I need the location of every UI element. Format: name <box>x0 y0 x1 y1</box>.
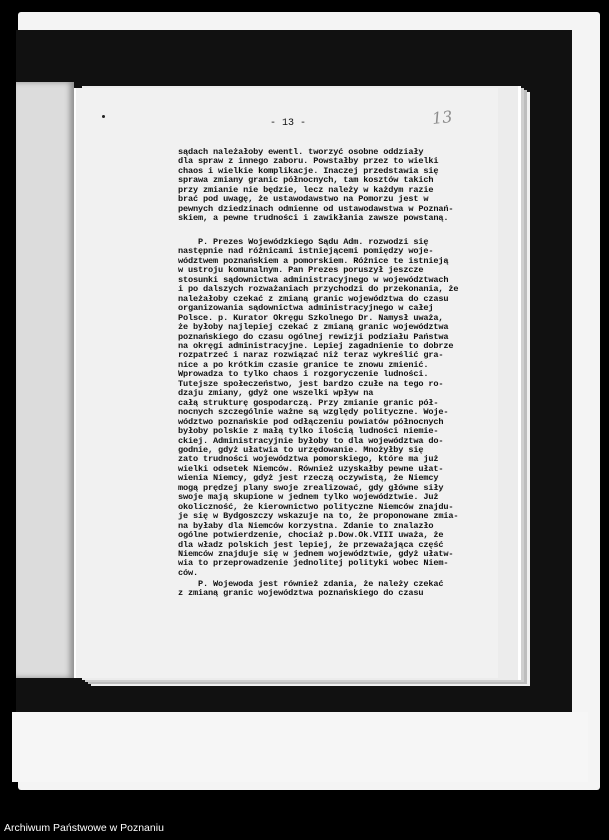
paragraph-2: P. Prezes Wojewódzkiego Sądu Adm. rozwodzi się następnie nad różnicami istniejącemi pomiędzy woje- wództwem poznańskiem a pomorskiem. Różnice te istnieją w ustroju komunalnym. Pan Prezes poruszył jeszcze stosunki sądownictwa administracyjnego w województwach i po dalszych rozważaniach przychodzi do przekonania, że należałoby czekać z zmianą granic województwa do czasu organizowania sądownictwa administracyjnego w całej Polsce. p. Kurator Okręgu Szkolnego Dr. Namysł uważa, że byłoby najlepiej czekać z zmianą granic województwa poznańskiego do czasu ogólnej rewizji podziału Państwa na okręgi administracyjne. Lepiej zagadnienie to dobrze rozpatrzeć i naraz rozwiązać niż teraz wykreślić gra- nice a po krótkim czasie granice te znowu zmienić. Wprowadza to tylko chaos i rozgoryczenie ludności. Tutejsze społeczeństwo, jest bardzo czułe na tego ro- dzaju zmiany, gdyż one wszelki wpływ na całą strukturę gospodarczą. Przy zmianie granic pół- nocnych szczególnie ważne są względy polityczne. Woje- wództwo poznańskie pod odłączeniu powiatów północnych byłoby polskie z małą tylko ilością ludności niemie- ckiej. Administracyjnie byłoby to dla województwa do- godnie, gdyż ułatwia to urzędowanie. Mnożyłby się zato trudności województwa pomorskiego, które ma już wielki odsetek Niemców. Również uzyskałby pewne ułat- wienia Niemcy, gdyż jest rzeczą oczywistą, że Niemcy mogą prędzej plany swoje zrealizować, gdy główne siły swoje mają skupione w jednem tylko województwie. Już okoliczność, że kierownictwo polityczne Niemców znajdu- je się w Bydgoszczy wskazuje na to, że proponowane zmia- na byłaby dla Niemców korzystna. Zdanie to znalazło ogólne potwierdzenie, chociaż p.Dow.Ok.VIII uważa, że dla władz polskich jest lepiej, że przeważająca część Niemców znajduje się w jednem województwie, gdyż ułatw- wia to przeprowadzenie jednolitej polityki wobec Niem- ców. <box>178 237 459 578</box>
left-page-leaf <box>16 82 74 678</box>
page-number: - 13 - <box>270 118 307 129</box>
ink-dot <box>102 115 105 118</box>
bottom-film-strip <box>12 712 588 782</box>
paragraph-3: P. Wojewoda jest również zdania, że należy czekać z zmianą granic województwa poznańskiego do czasu <box>178 579 444 599</box>
archive-label: Archiwum Państwowe w Poznaniu <box>4 822 164 834</box>
handwritten-page-number: 13 <box>431 106 454 129</box>
paragraph-1: sądach należałoby ewentl. tworzyć osobne oddziały dla spraw z innego zaboru. Powstałby przez to wielki chaos i wielkie komplikacje. Inaczej przedstawia się sprawa zmiany granic północnych, tam kosztów takich przy zmianie nie będzie, lecz należy w każdym razie brać pod uwagę, że ustawodawstwo na Pomorzu jest w pewnych dziedzinach odmienne od ustawodawstwa w Poznań- skiem, a pewne trudności i zawikłania zawsze powstaną. <box>178 147 454 224</box>
